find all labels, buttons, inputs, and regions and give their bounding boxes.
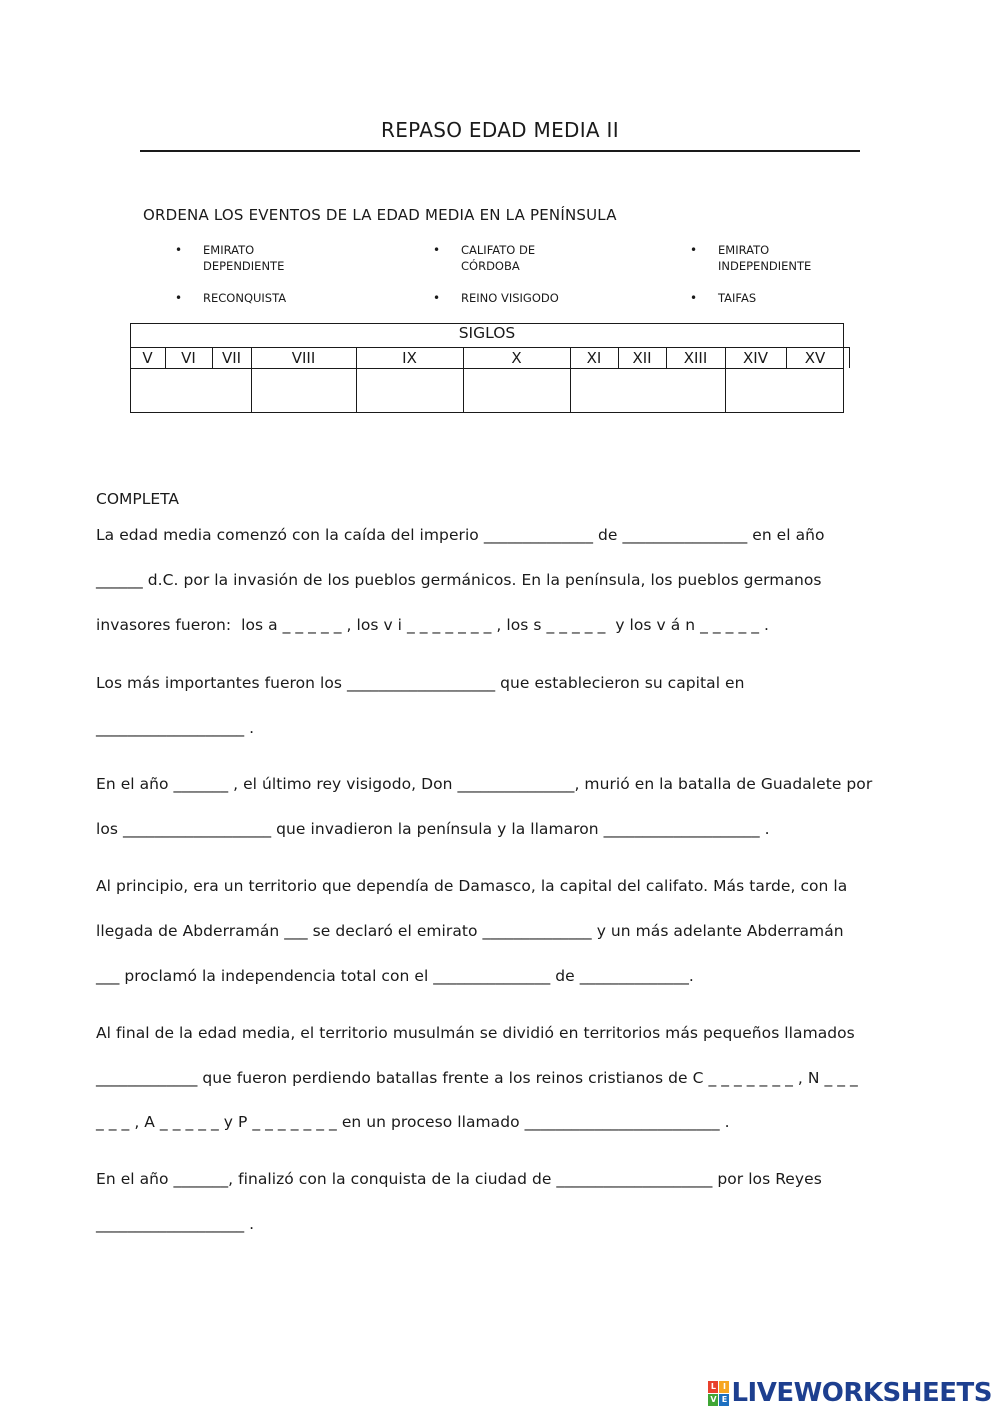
paragraph-line: invasores fueron: los a _ _ _ _ _ , los v i _ _ _ _ _ _ _ , los s _ _ _ _ _ y los v á n _ _ _ _ _ .: [96, 616, 769, 634]
century-label: XI: [586, 349, 602, 367]
paragraph-line: ___________________ .: [96, 719, 255, 737]
event-label: EMIRATO: [718, 243, 770, 257]
col-divider: [849, 347, 850, 368]
bullet-icon: •: [690, 243, 698, 257]
order-heading: ORDENA LOS EVENTOS DE LA EDAD MEDIA EN LA PENÍNSULA: [143, 206, 617, 224]
siglos-table: [130, 323, 844, 413]
logo-letter: I: [719, 1381, 729, 1393]
siglos-header: SIGLOS: [458, 324, 516, 342]
bullet-icon: •: [433, 291, 441, 305]
answer-cell[interactable]: [357, 369, 462, 412]
paragraph-line: _ _ _ , A _ _ _ _ _ y P _ _ _ _ _ _ _ en un proceso llamado _________________________ .: [96, 1113, 730, 1131]
century-label: XV: [804, 349, 826, 367]
event-label: REINO VISIGODO: [461, 291, 559, 305]
event-label: CÓRDOBA: [461, 259, 520, 273]
century-label: X: [511, 349, 522, 367]
paragraph-line: ______ d.C. por la invasión de los pueblos germánicos. En la península, los pueblos germanos: [96, 571, 822, 589]
century-label: V: [142, 349, 153, 367]
completa-heading: COMPLETA: [96, 490, 180, 508]
event-item: [690, 242, 868, 274]
paragraph-line: llegada de Abderramán ___ se declaró el emirato ______________ y un más adelante Abderramán: [96, 922, 844, 940]
answer-cell[interactable]: [131, 369, 250, 412]
answer-cell[interactable]: [726, 369, 843, 412]
paragraph-line: _____________ que fueron perdiendo batallas frente a los reinos cristianos de C _ _ _ _ _ _ _ , N _ _ _: [96, 1069, 858, 1087]
bullet-icon: •: [433, 243, 441, 257]
event-label: RECONQUISTA: [203, 291, 287, 305]
paragraph-line: ___________________ .: [96, 1215, 255, 1233]
paragraph-line: Los más importantes fueron los ___________________ que establecieron su capital en: [96, 674, 745, 692]
answer-cell[interactable]: [571, 369, 724, 412]
logo-letter: L: [708, 1381, 718, 1393]
event-item: [433, 242, 611, 274]
paragraph-line: Al final de la edad media, el territorio musulmán se dividió en territorios más pequeños llamados: [96, 1024, 855, 1042]
event-label: CALIFATO DE: [461, 243, 536, 257]
paragraph-line: En el año _______ , el último rey visigodo, Don _______________, murió en la batalla de Guadalete por: [96, 775, 873, 793]
answer-cell[interactable]: [464, 369, 569, 412]
paragraph-line: En el año _______, finalizó con la conquista de la ciudad de ____________________ por los Reyes: [96, 1170, 822, 1188]
century-label: VI: [181, 349, 196, 367]
century-label: VII: [221, 349, 242, 367]
century-label: XII: [632, 349, 652, 367]
paragraph-line: los ___________________ que invadieron la península y la llamaron ____________________ .: [96, 820, 770, 838]
title-underline: [140, 150, 860, 152]
event-item: [690, 290, 868, 306]
answer-cell[interactable]: [252, 369, 355, 412]
century-label: IX: [402, 349, 417, 367]
event-item: [175, 290, 353, 306]
bullet-icon: •: [175, 291, 183, 305]
logo-text: LIVEWORKSHEETS: [731, 1378, 992, 1408]
page-title: REPASO EDAD MEDIA II: [381, 118, 619, 142]
bullet-icon: •: [690, 291, 698, 305]
liveworksheets-logo[interactable]: [708, 1377, 992, 1409]
event-item: [433, 290, 611, 306]
logo-letter: E: [719, 1394, 729, 1406]
century-label: VIII: [291, 349, 316, 367]
paragraph-line: La edad media comenzó con la caída del imperio ______________ de ________________ en el año: [96, 526, 825, 544]
century-label: XIII: [683, 349, 708, 367]
logo-letter: V: [710, 1395, 717, 1404]
event-label: DEPENDIENTE: [203, 259, 285, 273]
event-item: [175, 242, 353, 274]
paragraph-line: Al principio, era un territorio que dependía de Damasco, la capital del califato. Más tarde, con la: [96, 877, 848, 895]
event-label: INDEPENDIENTE: [718, 259, 812, 273]
logo-icon: [708, 1381, 728, 1405]
event-label: TAIFAS: [718, 291, 757, 305]
bullet-icon: •: [175, 243, 183, 257]
event-label: EMIRATO: [203, 243, 255, 257]
century-label: XIV: [743, 349, 768, 367]
paragraph-line: ___ proclamó la independencia total con el _______________ de ______________.: [96, 967, 694, 985]
